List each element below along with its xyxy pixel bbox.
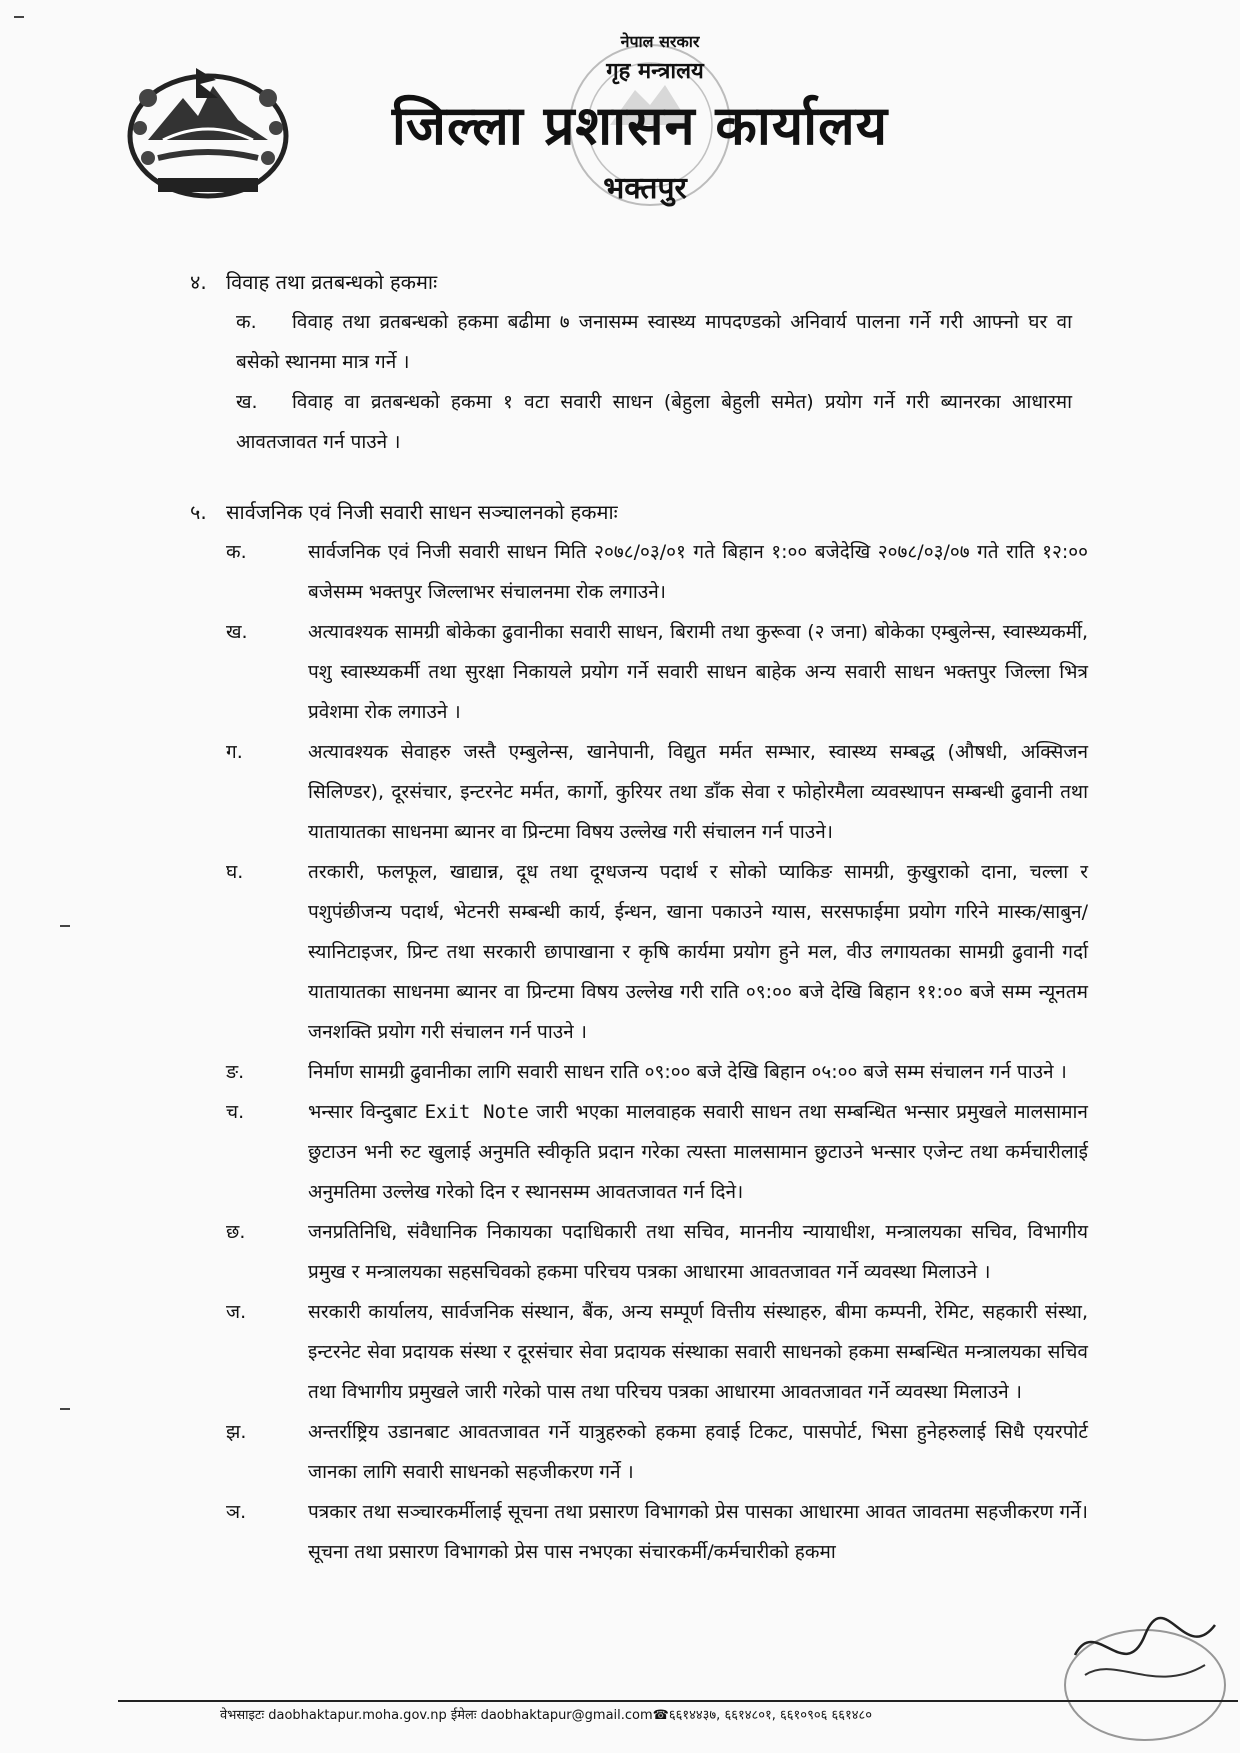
item-label: छ. bbox=[226, 1221, 246, 1243]
margin-mark bbox=[60, 925, 70, 927]
list-item bbox=[236, 302, 1072, 382]
footer bbox=[220, 1706, 1230, 1726]
section-marriage bbox=[190, 262, 1170, 462]
item-text: विवाह वा व्रतबन्धको हकमा १ वटा सवारी साधन (बेहुला बेहुली समेत) प्रयोग गर्ने गरी ब्यानरका आधारमा आवतजावत गर्न पाउने । bbox=[236, 391, 1072, 453]
margin-mark bbox=[60, 1408, 70, 1410]
item-text: तरकारी, फलफूल, खाद्यान्न, दूध तथा दूग्धजन्य पदार्थ र सोको प्याकिङ सामग्री, कुखुराको दाना, चल्ला र पशुपंछीजन्य पदार्थ, भेटनरी सम्बन्धी कार्य, ईन्धन, खाना पकाउने ग्यास, सरसफाईमा प्रयोग गरिने मास्क/साबुन/स्यानिटाइजर, प्रिन्ट तथा सरकारी छापाखाना र कृषि कार्यमा प्रयोग हुने मल, वीउ लगायतका सामग्री ढुवानी गर्दा यातायातका साधनमा ब्यानर वा प्रिन्टमा विषय उल्लेख गरी राति ०९:०० बजे देखि बिहान ११:०० बजे सम्म न्यूनतम जनशक्ति प्रयोग गरी संचालन गर्न पाउने । bbox=[308, 861, 1088, 1043]
section-title: विवाह तथा व्रतबन्धको हकमाः bbox=[226, 270, 438, 294]
list-item bbox=[226, 1412, 1088, 1492]
email-link[interactable]: daobhaktapur@gmail.com bbox=[480, 1708, 653, 1723]
nepal-emblem-icon bbox=[118, 58, 298, 208]
item-text: सार्वजनिक एवं निजी सवारी साधन मिति २०७८/०३/०१ गते बिहान १:०० बजेदेखि २०७८/०३/०७ गते राति १२:०० बजेसम्म भक्तपुर जिल्लाभर संचालनमा रोक लगाउने। bbox=[308, 541, 1088, 603]
government-name: नेपाल सरकार bbox=[620, 32, 700, 51]
list-item bbox=[226, 732, 1088, 852]
item-label: क. bbox=[226, 541, 247, 563]
list-item bbox=[226, 1292, 1088, 1412]
item-label: ज. bbox=[226, 1301, 247, 1323]
item-text bbox=[308, 1092, 1088, 1212]
item-text: पत्रकार तथा सञ्चारकर्मीलाई सूचना तथा प्रसारण विभागको प्रेस पासका आधारमा आवत जावतमा सहजीकरण गर्ने। सूचना तथा प्रसारण विभागको प्रेस पास नभएका संचारकर्मी/कर्मचारीको हकमा bbox=[308, 1501, 1088, 1563]
office-name: जिल्ला प्रशासन कार्यालय bbox=[391, 94, 889, 157]
item-label: ग. bbox=[226, 741, 243, 763]
document-body bbox=[190, 262, 1170, 1572]
section-title: सार्वजनिक एवं निजी सवारी साधन सञ्चालनको हकमाः bbox=[226, 500, 618, 524]
item-label: क. bbox=[236, 311, 257, 333]
item-label: ख. bbox=[236, 391, 258, 413]
list-item bbox=[226, 532, 1088, 612]
list-item bbox=[226, 612, 1088, 732]
margin-mark bbox=[14, 16, 24, 18]
letterhead-text bbox=[330, 28, 950, 214]
website-label: वेभसाइटः bbox=[220, 1708, 265, 1723]
item-label: घ. bbox=[226, 861, 244, 883]
list-item bbox=[226, 852, 1088, 1052]
section-number: ४. bbox=[190, 270, 207, 294]
district-name: भक्तपुर bbox=[603, 171, 687, 206]
section-heading bbox=[190, 492, 1170, 532]
ministry-name: गृह मन्त्रालय bbox=[606, 59, 704, 84]
section-number: ५. bbox=[190, 500, 207, 524]
email-label: ईमेलः bbox=[450, 1708, 477, 1723]
exit-note-term: Exit Note bbox=[424, 1101, 529, 1123]
item-text: अत्यावश्यक सामग्री बोकेका ढुवानीका सवारी साधन, बिरामी तथा कुरूवा (२ जना) बोकेका एम्बुलेन्स, स्वास्थ्यकर्मी, पशु स्वास्थ्यकर्मी तथा सुरक्षा निकायले प्रयोग गर्ने सवारी साधन बाहेक अन्य सवारी साधन भक्तपुर जिल्ला भित्र प्रवेशमा रोक लगाउने । bbox=[308, 621, 1088, 723]
item-label: झ. bbox=[226, 1421, 247, 1443]
section-vehicles bbox=[190, 492, 1170, 1572]
item-text-before: भन्सार विन्दुबाट bbox=[308, 1101, 425, 1123]
item-text: निर्माण सामग्री ढुवानीका लागि सवारी साधन राति ०९:०० बजे देखि बिहान ०५:०० बजे सम्म संचालन गर्न पाउने । bbox=[308, 1061, 1067, 1083]
list-item bbox=[226, 1052, 1088, 1092]
telephone-icon: ☎ bbox=[652, 1708, 669, 1723]
item-text: जनप्रतिनिधि, संवैधानिक निकायका पदाधिकारी तथा सचिव, माननीय न्यायाधीश, मन्त्रालयका सचिव, विभागीय प्रमुख र मन्त्रालयका सहसचिवको हकमा परिचय पत्रका आधारमा आवतजावत गर्ने व्यवस्था मिलाउने । bbox=[308, 1221, 1088, 1283]
item-text: अन्तर्राष्ट्रिय उडानबाट आवतजावत गर्ने यात्रुहरुको हकमा हवाई टिकट, पासपोर्ट, भिसा हुनेहरुलाई सिधै एयरपोर्ट जानका लागि सवारी साधनको सहजीकरण गर्ने । bbox=[308, 1421, 1088, 1483]
list-item bbox=[226, 1212, 1088, 1292]
phone-numbers: ६६१४४३७, ६६१४८०१, ६६१०९०६ ६६१४८० bbox=[668, 1708, 873, 1723]
list-item bbox=[236, 382, 1072, 462]
item-label: ङ. bbox=[226, 1061, 245, 1083]
letterhead bbox=[0, 0, 1240, 255]
item-label: च. bbox=[226, 1101, 245, 1123]
list-item bbox=[226, 1092, 1088, 1212]
item-label: ञ. bbox=[226, 1501, 247, 1523]
item-text-after: जारी भएका मालवाहक सवारी साधन तथा सम्बन्धित भन्सार प्रमुखले मालसामान छुटाउन भनी रुट खुलाई अनुमति स्वीकृति प्रदान गरेका त्यस्ता मालसामान छुटाउने भन्सार एजेन्ट तथा कर्मचारीलाई अनुमतिमा उल्लेख गरेको दिन र स्थानसम्म आवतजावत गर्न दिने। bbox=[308, 1101, 1088, 1203]
item-text: अत्यावश्यक सेवाहरु जस्तै एम्बुलेन्स, खानेपानी, विद्युत मर्मत सम्भार, स्वास्थ्य सम्बद्ध (औषधी, अक्सिजन सिलिण्डर), दूरसंचार, इन्टरनेट मर्मत, कार्गो, कुरियर तथा डाँक सेवा र फोहोरमैला व्यवस्थापन सम्बन्धी ढुवानी तथा यातायातका साधनमा ब्यानर वा प्रिन्टमा विषय उल्लेख गरी संचालन गर्न पाउने। bbox=[308, 741, 1088, 843]
website-link[interactable]: daobhaktapur.moha.gov.np bbox=[268, 1708, 447, 1723]
item-text: सरकारी कार्यालय, सार्वजनिक संस्थान, बैंक, अन्य सम्पूर्ण वित्तीय संस्थाहरु, बीमा कम्पनी, रेमिट, सहकारी संस्था, इन्टरनेट सेवा प्रदायक संस्था र दूरसंचार सेवा प्रदायक संस्थाका सवारी साधनको हकमा सम्बन्धित मन्त्रालयका सचिव तथा विभागीय प्रमुखले जारी गरेको पास तथा परिचय पत्रका आधारमा आवतजावत गर्ने व्यवस्था मिलाउने । bbox=[308, 1301, 1088, 1403]
item-text: विवाह तथा व्रतबन्धको हकमा बढीमा ७ जनासम्म स्वास्थ्य मापदण्डको अनिवार्य पालना गर्ने गरी आफ्नो घर वा बसेको स्थानमा मात्र गर्ने । bbox=[236, 311, 1072, 373]
section-heading bbox=[190, 262, 1170, 302]
footer-rule bbox=[118, 1700, 1238, 1702]
list-item bbox=[226, 1492, 1088, 1572]
item-label: ख. bbox=[226, 621, 248, 643]
